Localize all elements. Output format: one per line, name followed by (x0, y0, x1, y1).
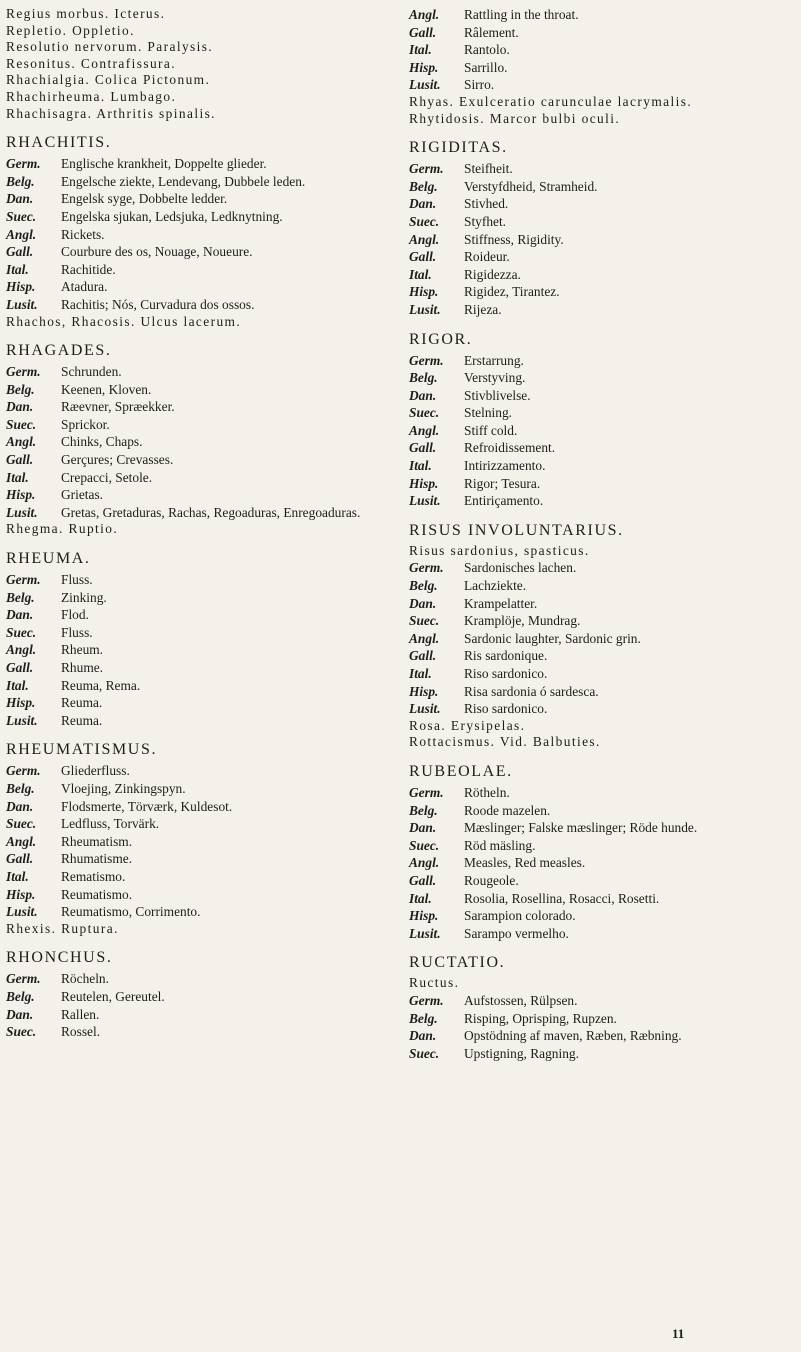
translation-row (409, 475, 797, 493)
translation-row (409, 369, 797, 387)
translation-row (6, 903, 398, 921)
right-column (409, 6, 797, 1062)
language-label: Germ. (6, 763, 41, 779)
language-label: Germ. (6, 572, 41, 588)
language-label: Ital. (6, 868, 29, 884)
language-label: Dan. (409, 820, 437, 836)
translation-text: Vloejing, Zinkingspyn. (61, 780, 186, 796)
translation-row (6, 208, 398, 226)
translation-row (409, 925, 797, 943)
translation-text: Rickets. (61, 226, 105, 242)
language-label: Suec. (6, 208, 37, 224)
translation-text: Sarampo vermelho. (464, 925, 569, 941)
language-label: Dan. (409, 1028, 437, 1044)
section-heading: RUCTATIO. (409, 954, 506, 972)
language-label: Germ. (6, 364, 41, 380)
translation-text: Râlement. (464, 24, 519, 40)
translation-text: Rougeole. (464, 872, 519, 888)
translation-text: Engelska sjukan, Ledsjuka, Ledknytning. (61, 208, 283, 224)
language-label: Gall. (6, 851, 34, 867)
term-line: Regius morbus. Icterus. (6, 6, 166, 21)
translation-row (409, 612, 797, 630)
language-label: Angl. (409, 231, 440, 247)
translation-row (6, 850, 398, 868)
translation-text: Schrunden. (61, 364, 122, 380)
translation-text: Risping, Oprisping, Rupzen. (464, 1010, 617, 1026)
language-label: Belg. (6, 589, 35, 605)
language-label: Lusit. (6, 904, 38, 920)
language-label: Belg. (6, 988, 35, 1004)
language-label: Germ. (409, 992, 444, 1008)
language-label: Germ. (409, 161, 444, 177)
translation-row (409, 492, 797, 510)
language-label: Suec. (409, 405, 440, 421)
section-heading: RIGOR. (409, 330, 473, 348)
translation-text: Rheumatism. (61, 833, 133, 849)
translation-row (409, 872, 797, 890)
translation-text: Sprickor. (61, 416, 110, 432)
translation-row (409, 266, 797, 284)
translation-row (409, 577, 797, 595)
term-line: Rhachisagra. Arthritis spinalis. (6, 105, 216, 121)
translation-row (409, 160, 797, 178)
term-line: Rhyas. Exulceratio carunculae lacrymalis. (409, 93, 693, 109)
language-label: Angl. (6, 833, 37, 849)
translation-row (6, 886, 398, 904)
translation-row (409, 1045, 797, 1063)
language-label: Ital. (409, 666, 432, 681)
translation-text: Englische krankheit, Doppelte glieder. (61, 156, 267, 172)
translation-row (409, 559, 797, 577)
language-label: Hisp. (6, 279, 36, 295)
language-label: Dan. (6, 798, 34, 814)
translation-text: Riso sardonico. (464, 666, 548, 681)
translation-text: Courbure des os, Nouage, Noueure. (61, 244, 253, 260)
language-label: Gall. (409, 648, 437, 664)
translation-text: Atadura. (61, 279, 108, 295)
translation-row (409, 802, 797, 820)
translation-row (409, 992, 797, 1010)
language-label: Gall. (409, 872, 437, 888)
translation-text: Krampelatter. (464, 595, 538, 611)
translation-text: Zinking. (61, 589, 107, 605)
translation-text: Fluss. (61, 624, 93, 640)
translation-text: Gliederfluss. (61, 763, 130, 779)
language-label: Suec. (409, 837, 440, 853)
translation-row (409, 854, 797, 872)
language-label: Suec. (409, 613, 440, 629)
translation-row (6, 659, 398, 677)
translation-row (6, 762, 398, 780)
translation-row (409, 387, 797, 405)
translation-text: Chinks, Chaps. (61, 434, 143, 450)
translation-row (409, 404, 797, 422)
language-label: Ital. (6, 261, 29, 277)
translation-row (6, 606, 398, 624)
translation-row (6, 815, 398, 833)
translation-row (6, 469, 398, 487)
language-label: Germ. (409, 784, 444, 800)
translation-text: Aufstossen, Rülpsen. (464, 992, 578, 1008)
translation-row (409, 819, 797, 837)
language-label: Hisp. (409, 59, 439, 75)
language-label: Ital. (6, 677, 29, 693)
term-line: Rhexis. Ruptura. (6, 920, 119, 936)
translation-row (409, 647, 797, 665)
translation-row (6, 278, 398, 296)
translation-text: Entiriçamento. (464, 493, 544, 509)
translation-text: Rijeza. (464, 301, 502, 317)
translation-text: Grietas. (61, 487, 104, 503)
term-line: Rottacismus. Vid. Balbuties. (409, 734, 601, 750)
translation-text: Crepacci, Setole. (61, 469, 153, 485)
language-label: Dan. (6, 607, 34, 623)
translation-row (6, 1006, 398, 1024)
language-label: Angl. (6, 642, 37, 658)
translation-text: Upstigning, Ragning. (464, 1045, 579, 1061)
term-line: Risus sardonius, spasticus. (409, 542, 590, 558)
language-label: Germ. (409, 352, 444, 368)
translation-text: Roideur. (464, 249, 510, 265)
language-label: Dan. (6, 399, 34, 415)
translation-text: Stiff cold. (464, 422, 518, 438)
translation-row (6, 363, 398, 381)
translation-text: Sarampion colorado. (464, 908, 576, 924)
term-line: Resonitus. Contrafissura. (6, 55, 177, 71)
language-label: Suec. (6, 624, 37, 640)
translation-text: Opstödning af maven, Ræben, Ræbning. (464, 1028, 682, 1044)
translation-row (409, 890, 797, 908)
translation-text: Stivblivelse. (464, 387, 531, 403)
translation-row (6, 694, 398, 712)
language-label: Suec. (409, 1045, 440, 1061)
translation-text: Stivhed. (464, 196, 509, 212)
translation-row (6, 398, 398, 416)
translation-row (6, 504, 398, 522)
section-heading: RIGIDITAS. (409, 139, 508, 157)
translation-row (409, 665, 797, 683)
translation-text: Röd mäsling. (464, 837, 536, 853)
translation-text: Sardonisches lachen. (464, 560, 577, 576)
language-label: Hisp. (409, 284, 439, 300)
translation-text: Rantolo. (464, 42, 510, 58)
language-label: Gall. (6, 660, 34, 675)
language-label: Gall. (6, 244, 34, 260)
translation-text: Sardonic laughter, Sardonic grin. (464, 630, 641, 646)
translation-text: Reuma. (61, 712, 103, 728)
translation-row (6, 833, 398, 851)
translation-text: Rattling in the throat. (464, 7, 579, 22)
translation-text: Ledfluss, Torvärk. (61, 816, 160, 832)
language-label: Belg. (409, 1010, 438, 1026)
translation-text: Stiffness, Rigidity. (464, 231, 564, 247)
language-label: Gall. (6, 452, 34, 468)
translation-row (409, 683, 797, 701)
language-label: Suec. (6, 816, 37, 832)
language-label: Belg. (6, 780, 35, 796)
language-label: Dan. (6, 191, 34, 207)
translation-row (409, 837, 797, 855)
language-label: Lusit. (409, 301, 441, 317)
language-label: Dan. (409, 196, 437, 212)
translation-row (6, 712, 398, 730)
translation-row (6, 155, 398, 173)
translation-row (6, 641, 398, 659)
language-label: Germ. (6, 971, 41, 987)
translation-row (6, 589, 398, 607)
translation-row (6, 173, 398, 191)
language-label: Germ. (409, 560, 444, 576)
translation-text: Kramplöje, Mundrag. (464, 613, 581, 629)
translation-text: Reuma. (61, 695, 103, 711)
translation-row (6, 677, 398, 695)
translation-row (6, 970, 398, 988)
language-label: Gall. (409, 249, 437, 265)
translation-row (6, 868, 398, 886)
language-label: Lusit. (6, 296, 38, 312)
language-label: Ital. (409, 42, 432, 58)
translation-row (6, 243, 398, 261)
language-label: Hisp. (409, 475, 439, 491)
translation-text: Verstyving. (464, 370, 526, 386)
translation-text: Fluss. (61, 572, 93, 588)
language-label: Lusit. (409, 925, 441, 941)
language-label: Hisp. (6, 487, 36, 503)
translation-row (409, 283, 797, 301)
left-column (6, 6, 398, 1041)
translation-row (6, 571, 398, 589)
translation-row (409, 907, 797, 925)
translation-row (6, 433, 398, 451)
translation-text: Rossel. (61, 1024, 101, 1040)
translation-text: Engelsk syge, Dobbelte ledder. (61, 191, 228, 207)
language-label: Angl. (6, 434, 37, 450)
translation-row (409, 1010, 797, 1028)
translation-row (409, 6, 797, 24)
translation-row (409, 700, 797, 718)
translation-row (6, 190, 398, 208)
language-label: Hisp. (409, 683, 439, 699)
translation-row (409, 422, 797, 440)
section-heading: RHEUMATISMUS. (6, 741, 158, 759)
translation-text: Ris sardonique. (464, 648, 548, 664)
translation-row (6, 226, 398, 244)
translation-row (6, 451, 398, 469)
translation-text: Rigor; Tesura. (464, 475, 541, 491)
translation-text: Engelsche ziekte, Lendevang, Dubbele leden. (61, 173, 306, 189)
translation-row (409, 352, 797, 370)
language-label: Belg. (409, 802, 438, 818)
language-label: Angl. (409, 7, 440, 22)
language-label: Dan. (409, 595, 437, 611)
section-heading: RHAGADES. (6, 342, 112, 360)
section-heading: RHEUMA. (6, 550, 91, 568)
language-label: Ital. (409, 266, 432, 282)
term-line: Repletio. Oppletio. (6, 22, 135, 38)
translation-row (6, 296, 398, 314)
translation-row (6, 416, 398, 434)
language-label: Germ. (6, 156, 41, 172)
translation-text: Reumatismo. (61, 886, 133, 902)
translation-row (409, 195, 797, 213)
translation-row (6, 261, 398, 279)
language-label: Belg. (409, 578, 438, 594)
language-label: Angl. (409, 855, 440, 871)
translation-row (409, 301, 797, 319)
translation-text: Roode mazelen. (464, 802, 551, 818)
translation-text: Rötheln. (464, 784, 510, 800)
translation-text: Rhumatisme. (61, 851, 133, 867)
term-line: Rhytidosis. Marcor bulbi oculi. (409, 110, 621, 126)
language-label: Angl. (409, 422, 440, 438)
translation-text: Rematismo. (61, 868, 126, 884)
language-label: Lusit. (409, 77, 441, 93)
translation-text: Riso sardonico. (464, 701, 548, 717)
translation-text: Rigidezza. (464, 266, 521, 282)
translation-text: Stelning. (464, 405, 512, 421)
language-label: Hisp. (6, 695, 36, 711)
language-label: Ital. (409, 890, 432, 906)
translation-row (6, 798, 398, 816)
language-label: Hisp. (6, 886, 36, 902)
translation-row (409, 231, 797, 249)
language-label: Hisp. (409, 908, 439, 924)
page-number: 11 (672, 1326, 685, 1341)
term-line: Resolutio nervorum. Paralysis. (6, 39, 214, 55)
language-label: Angl. (6, 226, 37, 242)
translation-text: Risa sardonia ó sardesca. (464, 683, 599, 699)
translation-text: Lachziekte. (464, 578, 527, 594)
language-label: Lusit. (6, 504, 38, 520)
translation-text: Keenen, Kloven. (61, 381, 152, 397)
translation-text: Reumatismo, Corrimento. (61, 904, 201, 920)
translation-row (6, 780, 398, 798)
translation-row (409, 439, 797, 457)
translation-text: Refroidissement. (464, 440, 556, 456)
translation-text: Röcheln. (61, 971, 109, 987)
language-label: Suec. (6, 1024, 37, 1040)
translation-text: Rallen. (61, 1006, 100, 1022)
translation-text: Ræevner, Spræekker. (61, 399, 175, 415)
translation-row (409, 41, 797, 59)
term-line: Rhachialgia. Colica Pictonum. (6, 72, 211, 88)
translation-row (409, 595, 797, 613)
language-label: Belg. (409, 178, 438, 194)
language-label: Lusit. (409, 701, 441, 717)
translation-text: Steifheit. (464, 161, 513, 177)
translation-text: Gerçures; Crevasses. (61, 452, 174, 468)
translation-row (6, 381, 398, 399)
translation-text: Reuma, Rema. (61, 677, 141, 693)
language-label: Belg. (6, 381, 35, 397)
language-label: Dan. (6, 1006, 34, 1022)
translation-text: Mæslinger; Falske mæslinger; Röde hunde. (464, 820, 698, 836)
translation-row (6, 988, 398, 1006)
translation-text: Gretas, Gretaduras, Rachas, Regoaduras, Enregoaduras. (61, 504, 361, 520)
translation-text: Rigidez, Tirantez. (464, 284, 560, 300)
language-label: Ital. (6, 469, 29, 485)
section-heading: RHONCHUS. (6, 949, 113, 967)
translation-text: Erstarrung. (464, 352, 524, 368)
translation-row (6, 1023, 398, 1041)
language-label: Angl. (409, 630, 440, 646)
translation-text: Sarrillo. (464, 59, 508, 75)
translation-text: Flodsmerte, Törværk, Kuldesot. (61, 798, 233, 814)
translation-row (409, 76, 797, 94)
translation-row (409, 784, 797, 802)
translation-text: Flod. (61, 607, 89, 623)
term-line: Rhachos, Rhacosis. Ulcus lacerum. (6, 313, 242, 329)
language-label: Gall. (409, 440, 437, 456)
translation-row (6, 486, 398, 504)
language-label: Dan. (409, 387, 437, 403)
term-line: Ructus. (409, 975, 460, 991)
language-label: Suec. (6, 416, 37, 432)
language-label: Suec. (409, 213, 440, 229)
term-line: Rhachirheuma. Lumbago. (6, 88, 177, 104)
section-heading: RISUS INVOLUNTARIUS. (409, 521, 624, 539)
translation-row (409, 630, 797, 648)
translation-text: Rosolia, Rosellina, Rosacci, Rosetti. (464, 890, 660, 906)
translation-row (409, 178, 797, 196)
translation-row (409, 248, 797, 266)
translation-text: Intirizzamento. (464, 458, 546, 474)
translation-row (409, 457, 797, 475)
translation-row (6, 624, 398, 642)
language-label: Gall. (409, 24, 437, 40)
translation-text: Styfhet. (464, 213, 507, 229)
language-label: Belg. (409, 370, 438, 386)
translation-text: Verstyfdheid, Stramheid. (464, 178, 598, 194)
translation-row (409, 24, 797, 42)
language-label: Lusit. (6, 712, 38, 728)
translation-text: Rhume. (61, 660, 104, 675)
translation-text: Rachitide. (61, 261, 116, 277)
translation-row (409, 213, 797, 231)
language-label: Lusit. (409, 493, 441, 509)
term-line: Rosa. Erysipelas. (409, 717, 526, 733)
term-line: Rhegma. Ruptio. (6, 521, 119, 537)
section-heading: RUBEOLAE. (409, 762, 513, 780)
translation-text: Sirro. (464, 77, 495, 93)
language-label: Belg. (6, 173, 35, 189)
translation-row (409, 59, 797, 77)
translation-text: Rheum. (61, 642, 104, 658)
language-label: Ital. (409, 458, 432, 474)
translation-text: Rachitis; Nós, Curvadura dos ossos. (61, 296, 255, 312)
translation-row (409, 1027, 797, 1045)
section-heading: RHACHITIS. (6, 134, 112, 152)
translation-text: Measles, Red measles. (464, 855, 586, 871)
translation-text: Reutelen, Gereutel. (61, 988, 165, 1004)
